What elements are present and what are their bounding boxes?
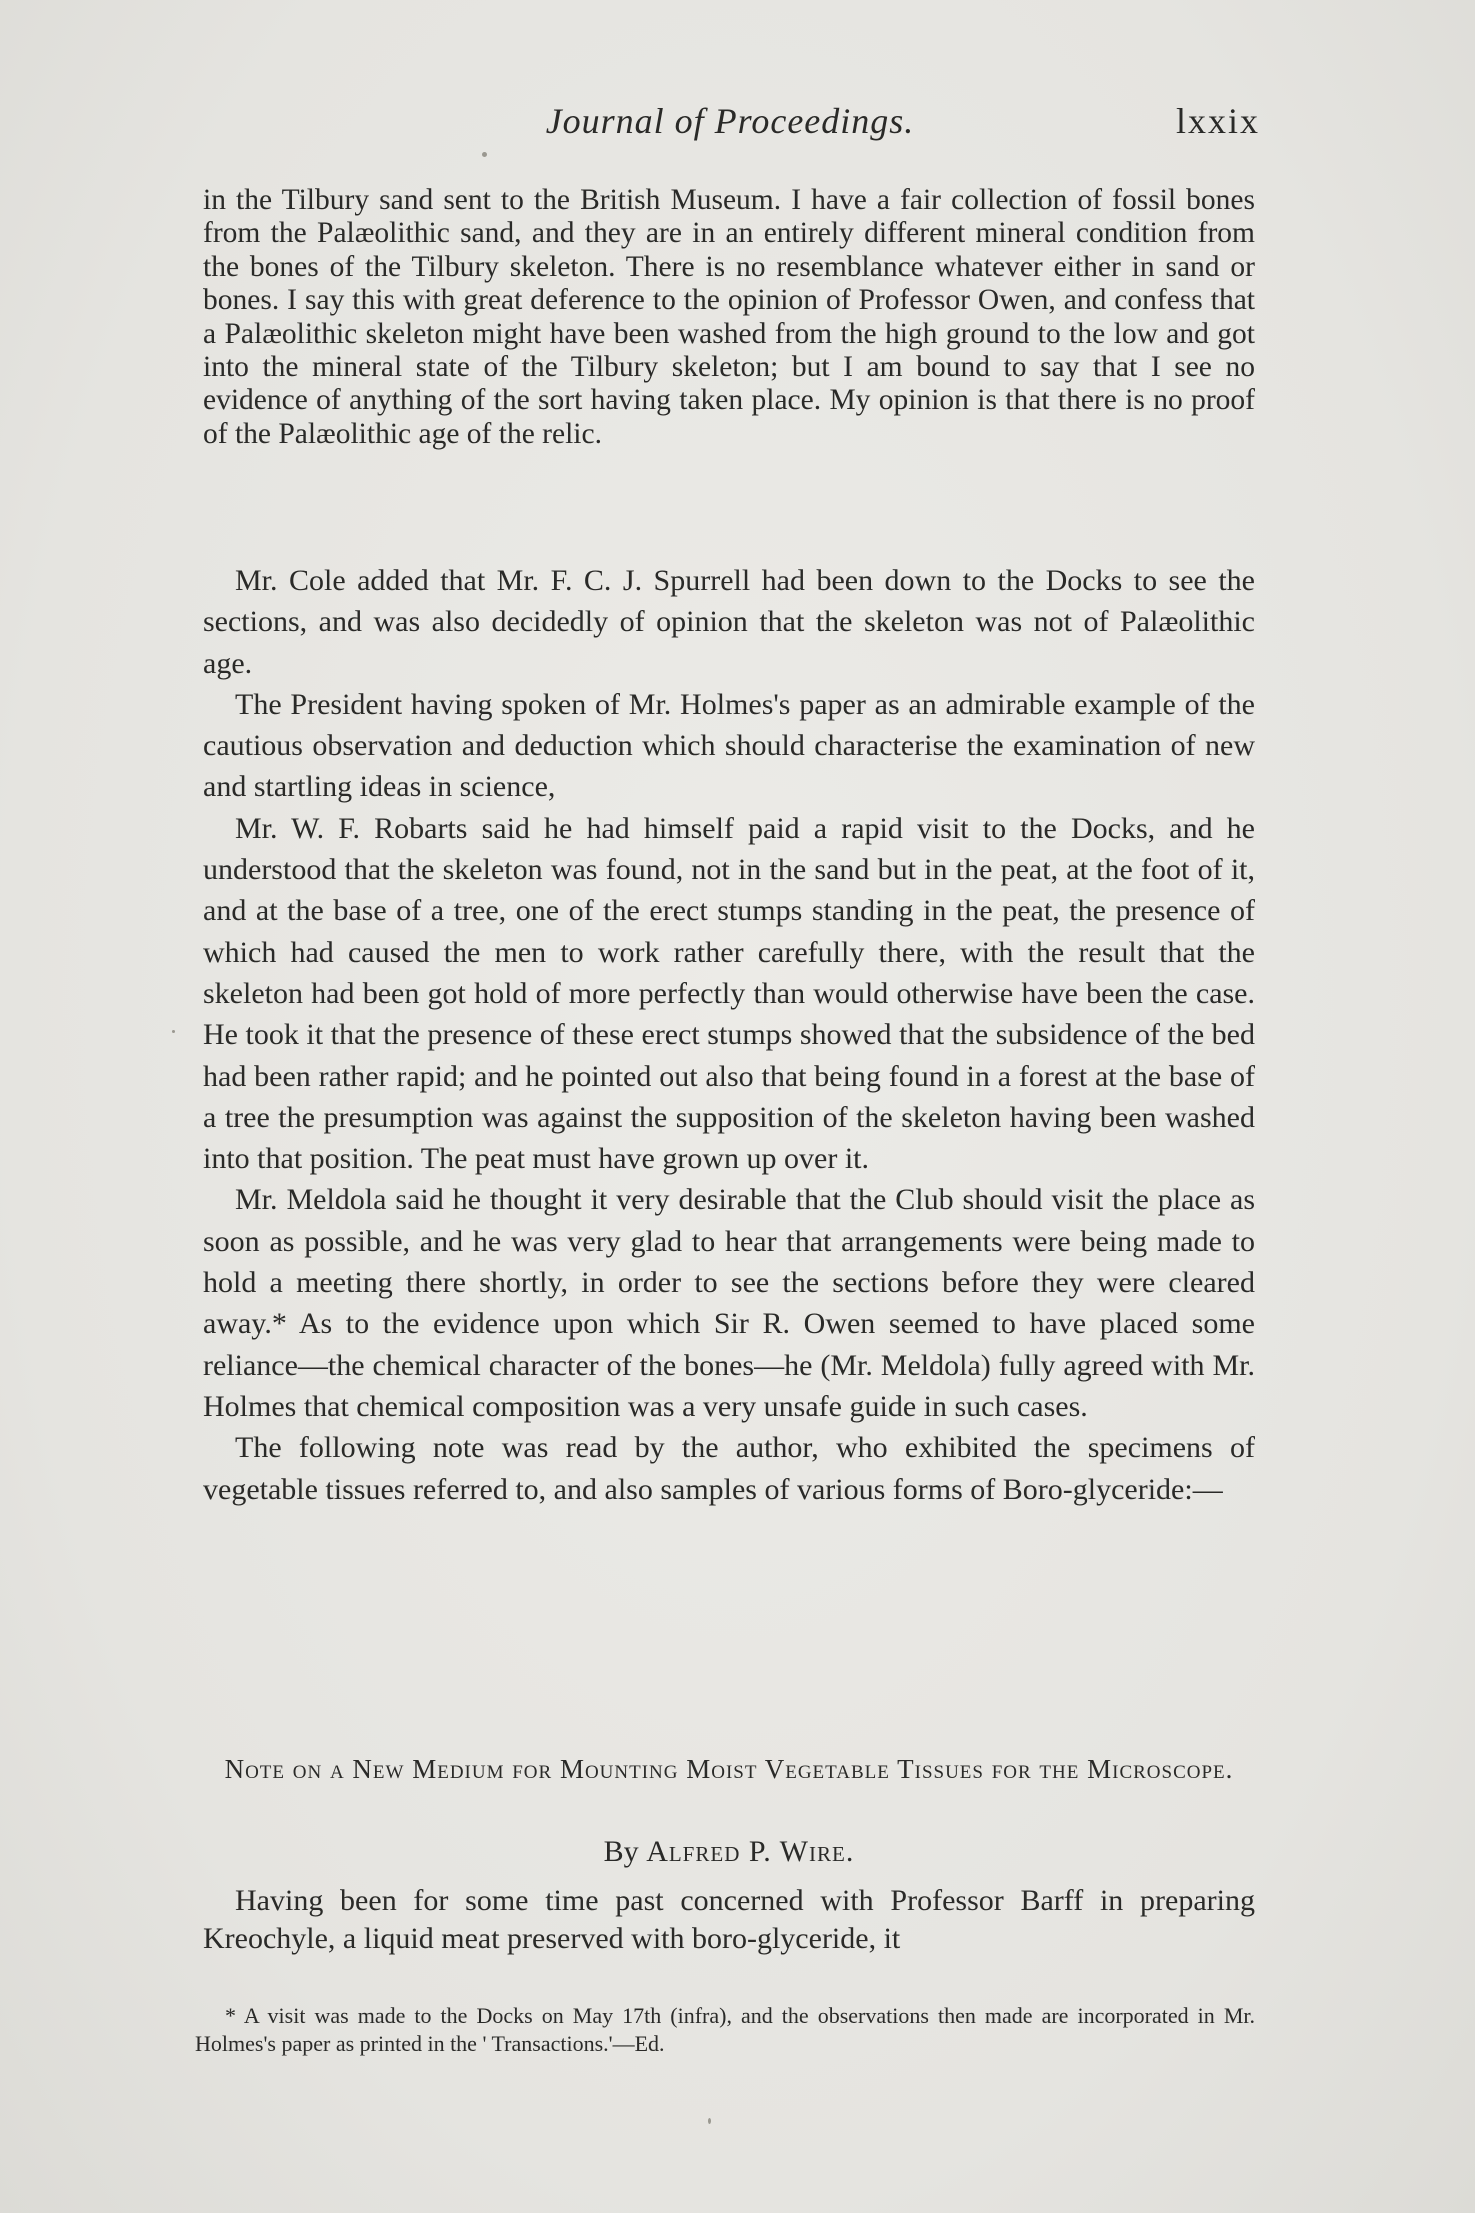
paper-speck xyxy=(172,1030,175,1033)
paragraph-president: The President having spoken of Mr. Holmes's paper as an admirable example of the cautious observation and deduction which should characterise the examination of new and startling ideas in science, xyxy=(203,687,1255,804)
paragraph-holmes-conclusion: in the Tilbury sand sent to the British Museum. I have a fair collection of fossil bones from the Palæolithic sand, and they are in an entirely different mineral condition from the bones of the Tilbury skeleton. There is no resemblance whatever either in sand or bones. I say this with great deference to the opinion of Professor Owen, and confess that a Palæolithic skeleton might have been washed from the high ground to the low and got into the mineral state of the Tilbury skeleton; but I am bound to say that I see no evidence of anything of the sort having taken place. My opinion is that there is no proof of the Palæolithic age of the relic. xyxy=(203,184,1255,450)
footnote: * A visit was made to the Docks on May 17th (infra), and the observations then made are incorporated in Mr. Holmes's paper as printed in the ' Transactions.'—Ed. xyxy=(195,2003,1255,2056)
paragraph-robarts: Mr. W. F. Robarts said he had himself paid a rapid visit to the Docks, and he understood that the skeleton was found, not in the sand but in the peat, at the foot of it, and at the base of a tree, one of the erect stumps standing in the peat, the presence of which had caused the men to work rather carefully there, with the result that the skeleton had been got hold of more perfectly than would otherwise have been the case. He took it that the presence of these erect stumps showed that the subsidence of the bed had been rather rapid; and he pointed out also that being found in a forest at the base of a tree the presumption was against the supposition of the skeleton having been washed into that position. The peat must have grown up over it. xyxy=(203,811,1255,1176)
paper-speck xyxy=(708,2118,711,2124)
article-byline xyxy=(203,1835,1255,1869)
article-author: Alfred P. Wire. xyxy=(646,1835,855,1868)
article-title: Note on a New Medium for Mounting Moist Vegetable Tissues for the Microscope. xyxy=(224,1754,1234,1784)
running-title: Journal of Proceedings. xyxy=(545,101,915,141)
continued-paragraph xyxy=(203,184,1255,451)
paragraph-cole: Mr. Cole added that Mr. F. C. J. Spurrell had been down to the Docks to see the sections, and was also decidedly of opinion that the skeleton was not of Palæolithic age. xyxy=(203,564,1255,680)
byline-prefix: By xyxy=(603,1835,639,1868)
paragraph-meldola: Mr. Meldola said he thought it very desirable that the Club should visit the place as soon as possible, and he was very glad to hear that arrangements were being made to hold a meeting there shortly, in order to see the sections before they were cleared away.* As to the evidence upon which Sir R. Owen seemed to have placed some reliance—the chemical character of the bones—he (Mr. Meldola) fully agreed with Mr. Holmes that chemical composition was a very unsafe guide in such cases. xyxy=(203,1183,1255,1423)
paragraph-note-intro: The following note was read by the author, who exhibited the specimens of vegetable tissues referred to, and also samples of various forms of Boro-glyceride:— xyxy=(203,1431,1255,1506)
paragraph-article-opening: Having been for some time past concerned with Professor Barff in preparing Kreochyle, a liquid meat preserved with boro-glyceride, it xyxy=(203,1884,1255,1955)
article-body xyxy=(203,1882,1255,1958)
page-number: lxxix xyxy=(1175,101,1260,141)
discussion-section xyxy=(203,560,1255,1510)
page-header xyxy=(200,100,1260,150)
paper-speck xyxy=(482,152,487,157)
